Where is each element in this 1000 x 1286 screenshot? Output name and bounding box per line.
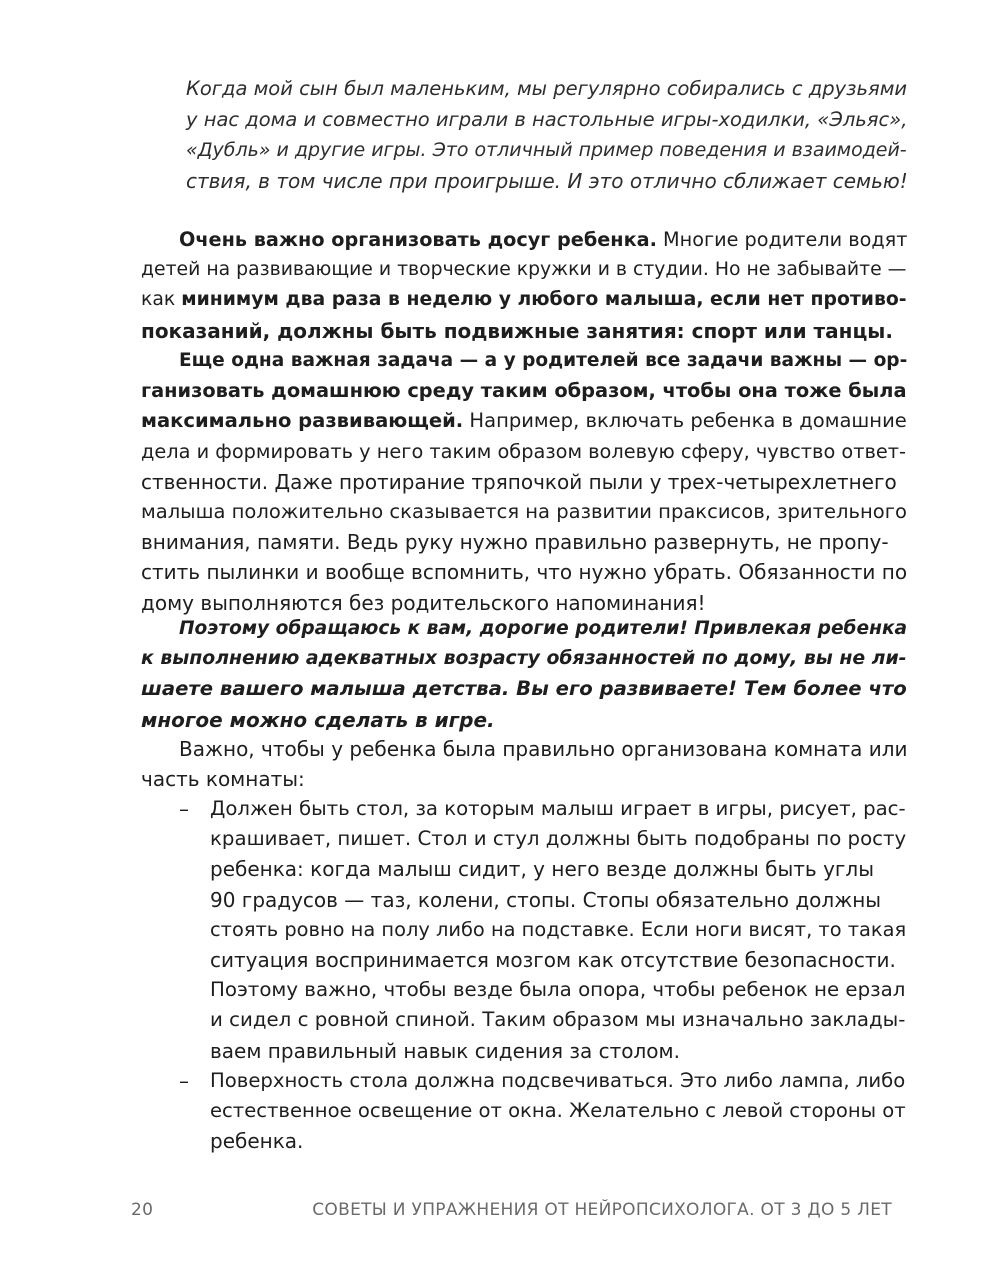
bold-text: Очень важно организовать досуг ребенка. xyxy=(179,228,657,251)
bold-text: максимально развивающей. xyxy=(141,409,464,433)
bold-italic-line: Поэтому обращаюсь к вам, дорогие родители! Привлекая ребенка xyxy=(179,618,908,639)
text-line: дому выполняются без родительского напоминания! xyxy=(141,590,706,615)
bold-text: Еще одна важная задача — а у родителей все задачи важны — ор- xyxy=(179,350,908,371)
text-line: стить пылинки и вообще вспомнить, что нужно убрать. Обязанности по xyxy=(141,560,908,585)
list-line: ваем правильный навык сидения за столом. xyxy=(210,1038,680,1063)
list-dash: – xyxy=(179,797,189,821)
bold-text: минимум два раза в неделю у любого малыша, если нет противо- xyxy=(181,289,907,311)
text-line: часть комнаты: xyxy=(141,767,305,792)
bold-italic-line: многое можно сделать в игре. xyxy=(141,707,495,732)
list-line: крашивает, пишет. Стол и стул должны быть подобраны по росту xyxy=(210,827,907,851)
text: как xyxy=(141,289,182,311)
list-dash: – xyxy=(179,1069,189,1093)
text-line: дела и формировать у него таким образом волевую сферу, чувство ответ- xyxy=(141,439,907,463)
quote-line: Когда мой сын был маленьким, мы регулярно собирались с друзьями xyxy=(186,77,908,100)
text-line: малыша положительно сказывается на развитии праксисов, зрительного xyxy=(141,500,907,524)
text-line: ственности. Даже протирание тряпочкой пыли у трех-четырехлетнего xyxy=(141,469,897,494)
italic-quote-block xyxy=(186,74,911,196)
paragraph-room-intro xyxy=(141,734,911,794)
list-line: и сидел с ровной спиной. Таким образом мы изначально заклады- xyxy=(210,1008,906,1032)
page-footer xyxy=(131,1200,892,1230)
bold-italic-line: к выполнению адекватных возрасту обязанностей по дому, вы не ли- xyxy=(141,648,907,670)
quote-line: «Дубль» и другие игры. Это отличный пример поведения и взаимодей- xyxy=(186,139,907,161)
text-line: детей на развивающие и творческие кружки и в студии. Но не забывайте — xyxy=(141,259,907,281)
list-line: 90 градусов — таз, колени, стопы. Стопы обязательно должны xyxy=(210,887,882,912)
text: Например, включать ребенка в домашние xyxy=(463,409,907,433)
list-line: Должен быть стол, за которым малыш играет в игры, рисует, рас- xyxy=(210,797,906,820)
list-line: Поверхность стола должна подсвечиваться. Это либо лампа, либо xyxy=(210,1069,906,1092)
text-line: внимания, памяти. Ведь руку нужно правильно развернуть, не пропу- xyxy=(141,530,889,555)
list-line: естественное освещение от окна. Желательно с левой стороны от xyxy=(210,1099,906,1123)
list-line: стоять ровно на полу либо на подставке. Если ноги висят, то такая xyxy=(210,917,907,941)
text-line: Важно, чтобы у ребенка была правильно организована комната или xyxy=(179,737,908,761)
paragraph-leisure xyxy=(141,225,911,346)
bold-text: показаний, должны быть подвижные занятия: спорт или танцы. xyxy=(141,318,893,343)
list-line: ребенка. xyxy=(210,1129,304,1154)
page-number: 20 xyxy=(131,1200,154,1220)
bold-text: ганизовать домашнюю среду таким образом, чтобы она тоже была xyxy=(141,379,907,403)
text: Многие родители водят xyxy=(656,228,908,251)
paragraph-appeal-to-parents xyxy=(141,614,911,735)
list-line: ребенка: когда малыш сидит, у него везде должны быть углы xyxy=(210,857,874,882)
running-title: СОВЕТЫ И УПРАЖНЕНИЯ ОТ НЕЙРОПСИХОЛОГА. ОТ 3 ДО 5 ЛЕТ xyxy=(312,1200,892,1220)
bold-italic-line: шаете вашего малыша детства. Вы его развиваете! Тем более что xyxy=(141,677,907,701)
list-line: Поэтому важно, чтобы везде была опора, чтобы ребенок не ерзал xyxy=(210,978,906,1002)
quote-line: у нас дома и совместно играли в настольные игры-ходилки, «Эльяс», xyxy=(186,107,908,131)
list-line: ситуация воспринимается мозгом как отсутствие безопасности. xyxy=(210,948,896,973)
paragraph-home-environment xyxy=(141,346,911,618)
quote-line: ствия, в том числе при проигрыше. И это отлично сближает семью! xyxy=(186,168,908,193)
